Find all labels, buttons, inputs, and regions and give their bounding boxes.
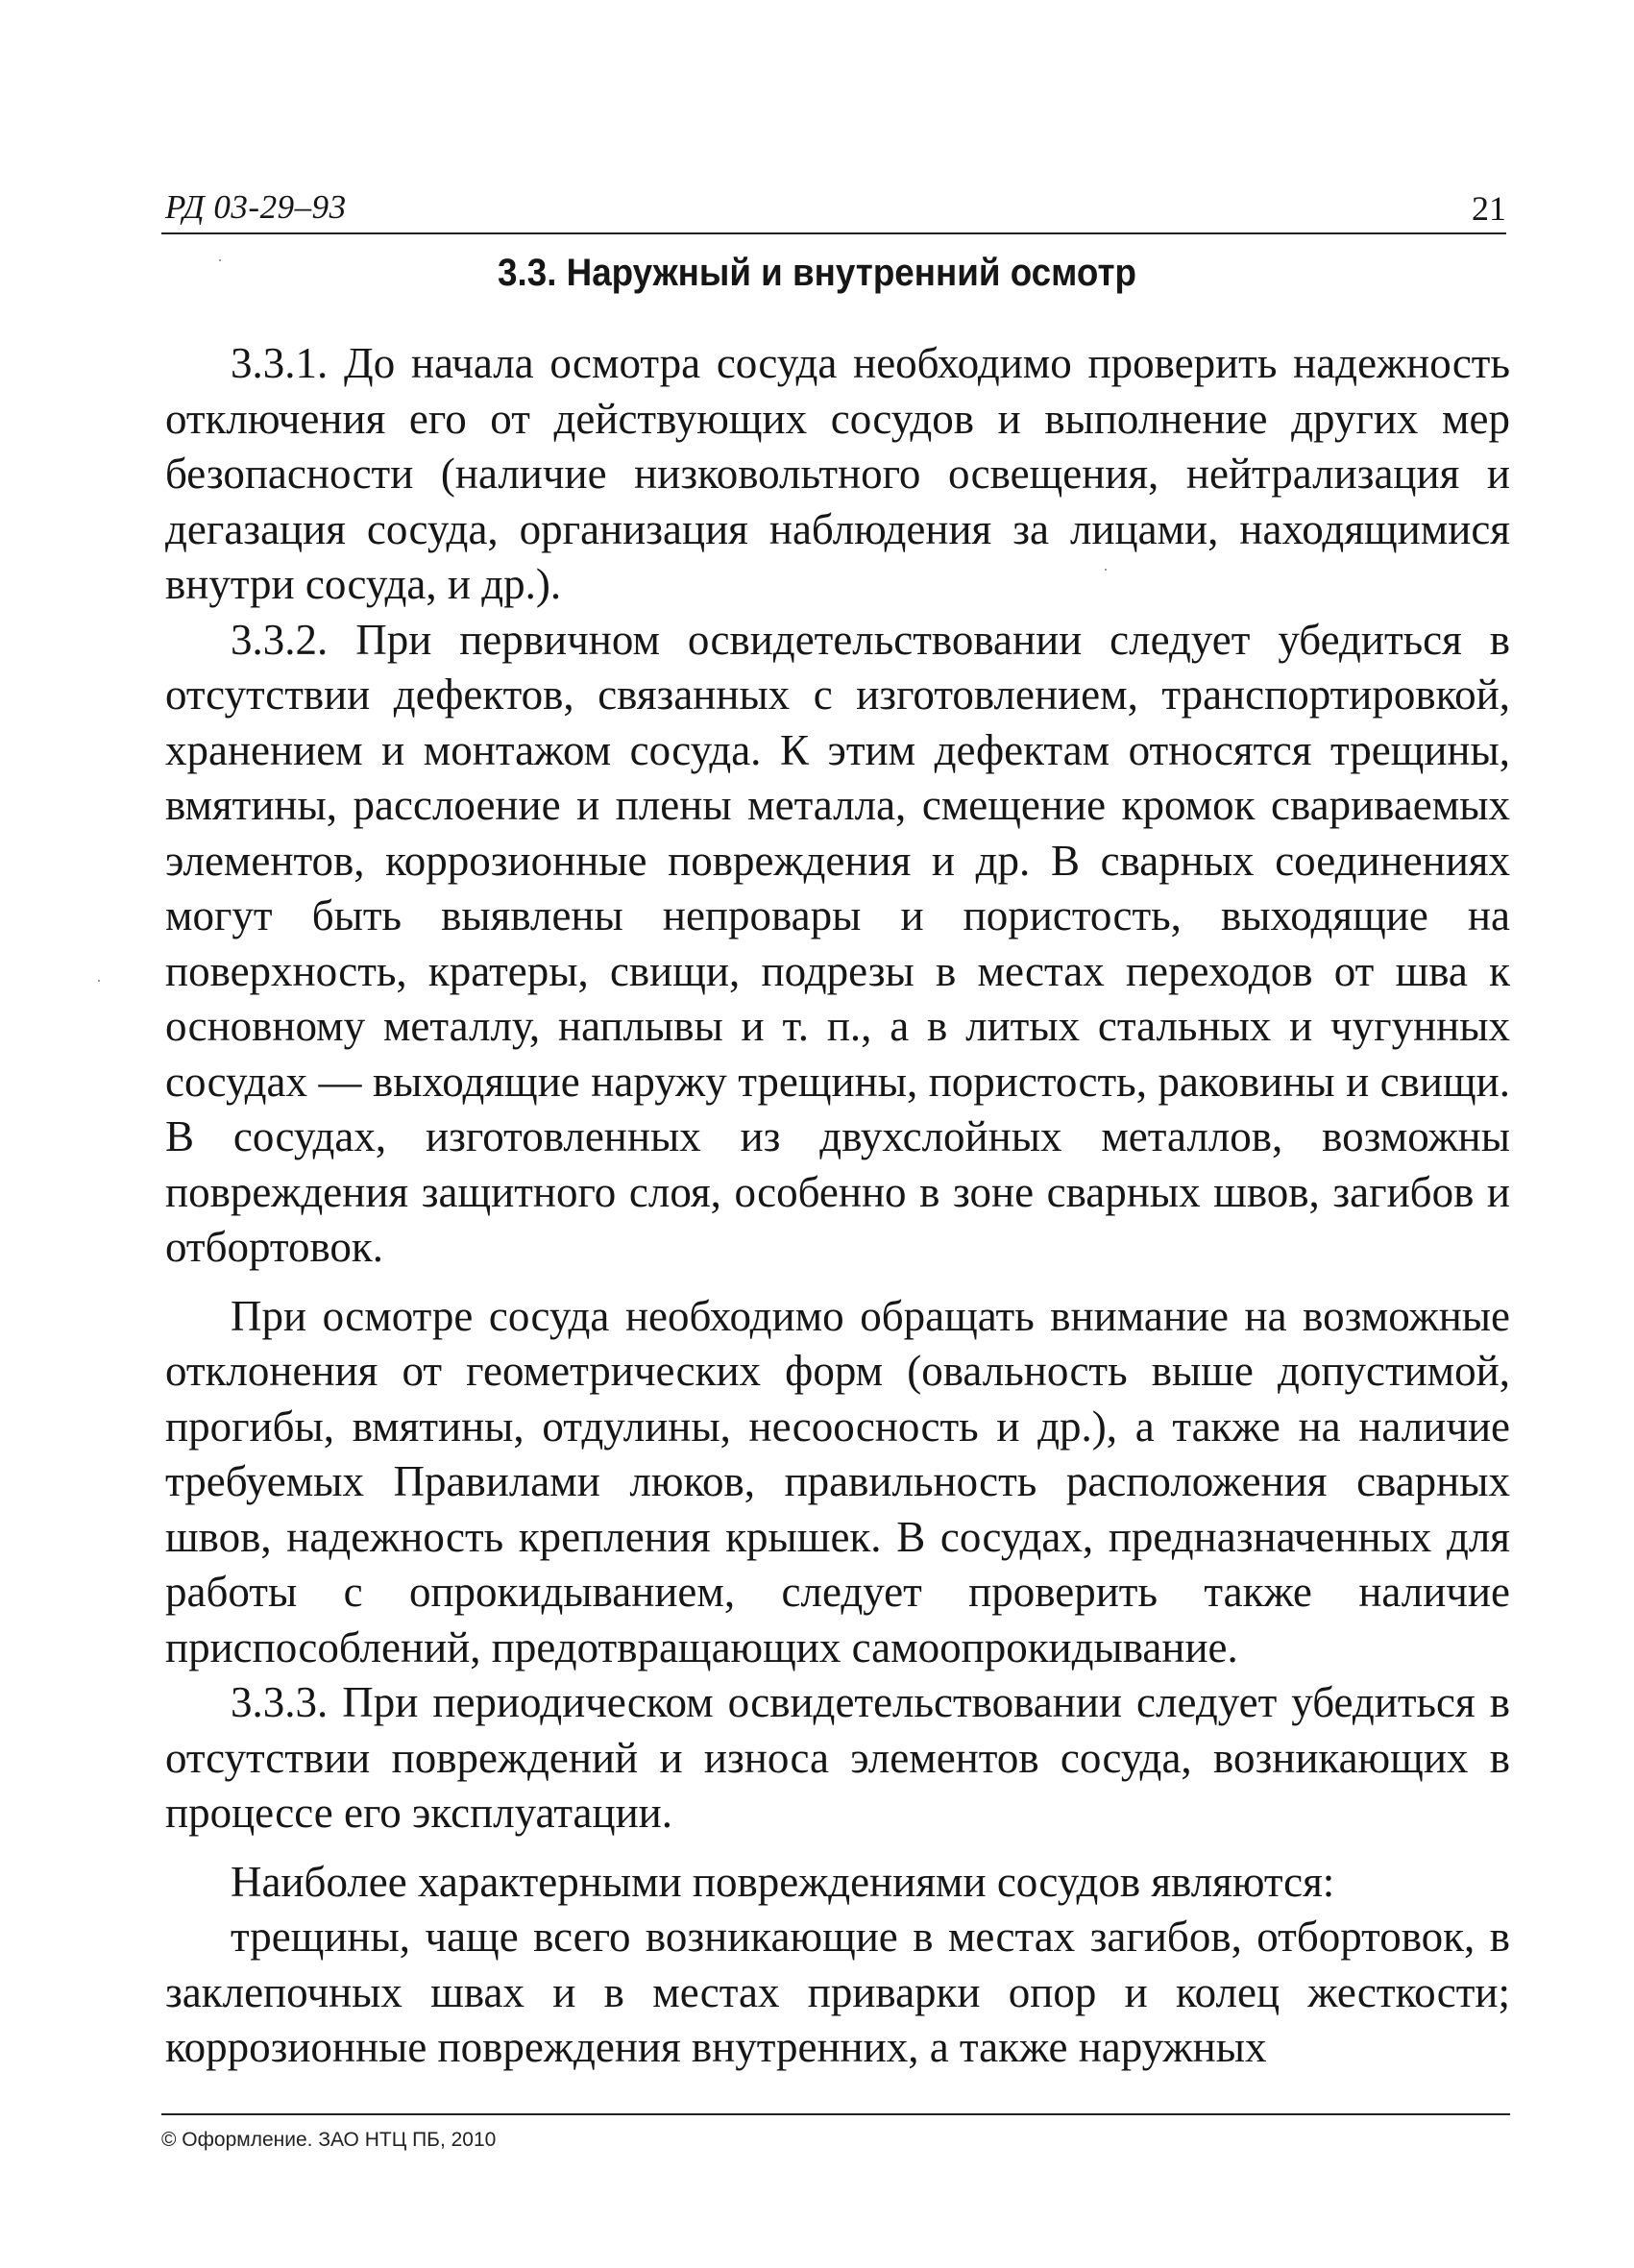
page-number: 21 [1472,189,1506,228]
section-title: 3.3. Наружный и внутренний осмотр [498,252,1136,294]
paragraph-3-3-3: 3.3.3. При периодическом освидетельствовании следует убедиться в отсутствии повреждений и износа элементов сосуда, возникающих в процессе его эксплуатации. [165,1678,1510,1837]
paragraph-damage-intro: Наиболее характерными повреждениями сосудов являются: [231,1857,1335,1906]
paragraph-3-3-1: 3.3.1. До начала осмотра сосуда необходимо проверить надежность отключения его от действующих сосудов и выполнение других мер безопасности (наличие низковольтного освещения, нейтрализация и дегазация сосуда, организация наблюдения за лицами, находящимися внутри сосуда, и др.). [165,339,1510,608]
scan-speck [1105,569,1107,571]
page-footer [161,2113,1510,2152]
scan-speck [219,259,221,261]
paragraph-cracks: трещины, чаще всего возникающие в местах загибов, отбортовок, в заклепочных швах и в местах приварки опор и колец жесткости; коррозионные повреждения внутренних, а также наружных [165,1913,1510,2071]
paragraph-inspection-notes: При осмотре сосуда необходимо обращать внимание на возможные отклонения от геометрических форм (овальность выше допустимой, прогибы, вмятины, отдулины, несоосность и др.), а также на наличие требуемых Правилами люков, правильность расположения сварных швов, надежность крепления крышек. В сосудах, предназначенных для работы с опрокидыванием, следует проверить также наличие приспособлений, предотвращающих самоопрокидывание. [165,1291,1510,1671]
scan-speck [98,980,100,982]
body-text [165,336,1510,2076]
paragraph-3-3-2: 3.3.2. При первичном освидетельствовании следует убедиться в отсутствии дефектов, связанных с изготовлением, транспортировкой, хранением и монтажом сосуда. К этим дефектам относятся трещины, вмятины, расслоение и плены металла, смещение кромок свариваемых элементов, коррозионные повреждения и др. В сварных соединениях могут быть выявлены непровары и пористость, выходящие на поверхность, кратеры, свищи, подрезы в местах переходов от шва к основному металлу, наплывы и т. п., а в литых стальных и чугунных сосудах — выходящие наружу трещины, пористость, раковины и свищи. В сосудах, изготовленных из двухслойных металлов, возможны повреждения защитного слоя, особенно в зоне сварных швов, загибов и отбортовок. [165,615,1510,1271]
copyright-notice: © Оформление. ЗАО НТЦ ПБ, 2010 [161,2129,497,2151]
running-header [161,183,1506,234]
document-id: РД 03-29–93 [165,188,347,226]
